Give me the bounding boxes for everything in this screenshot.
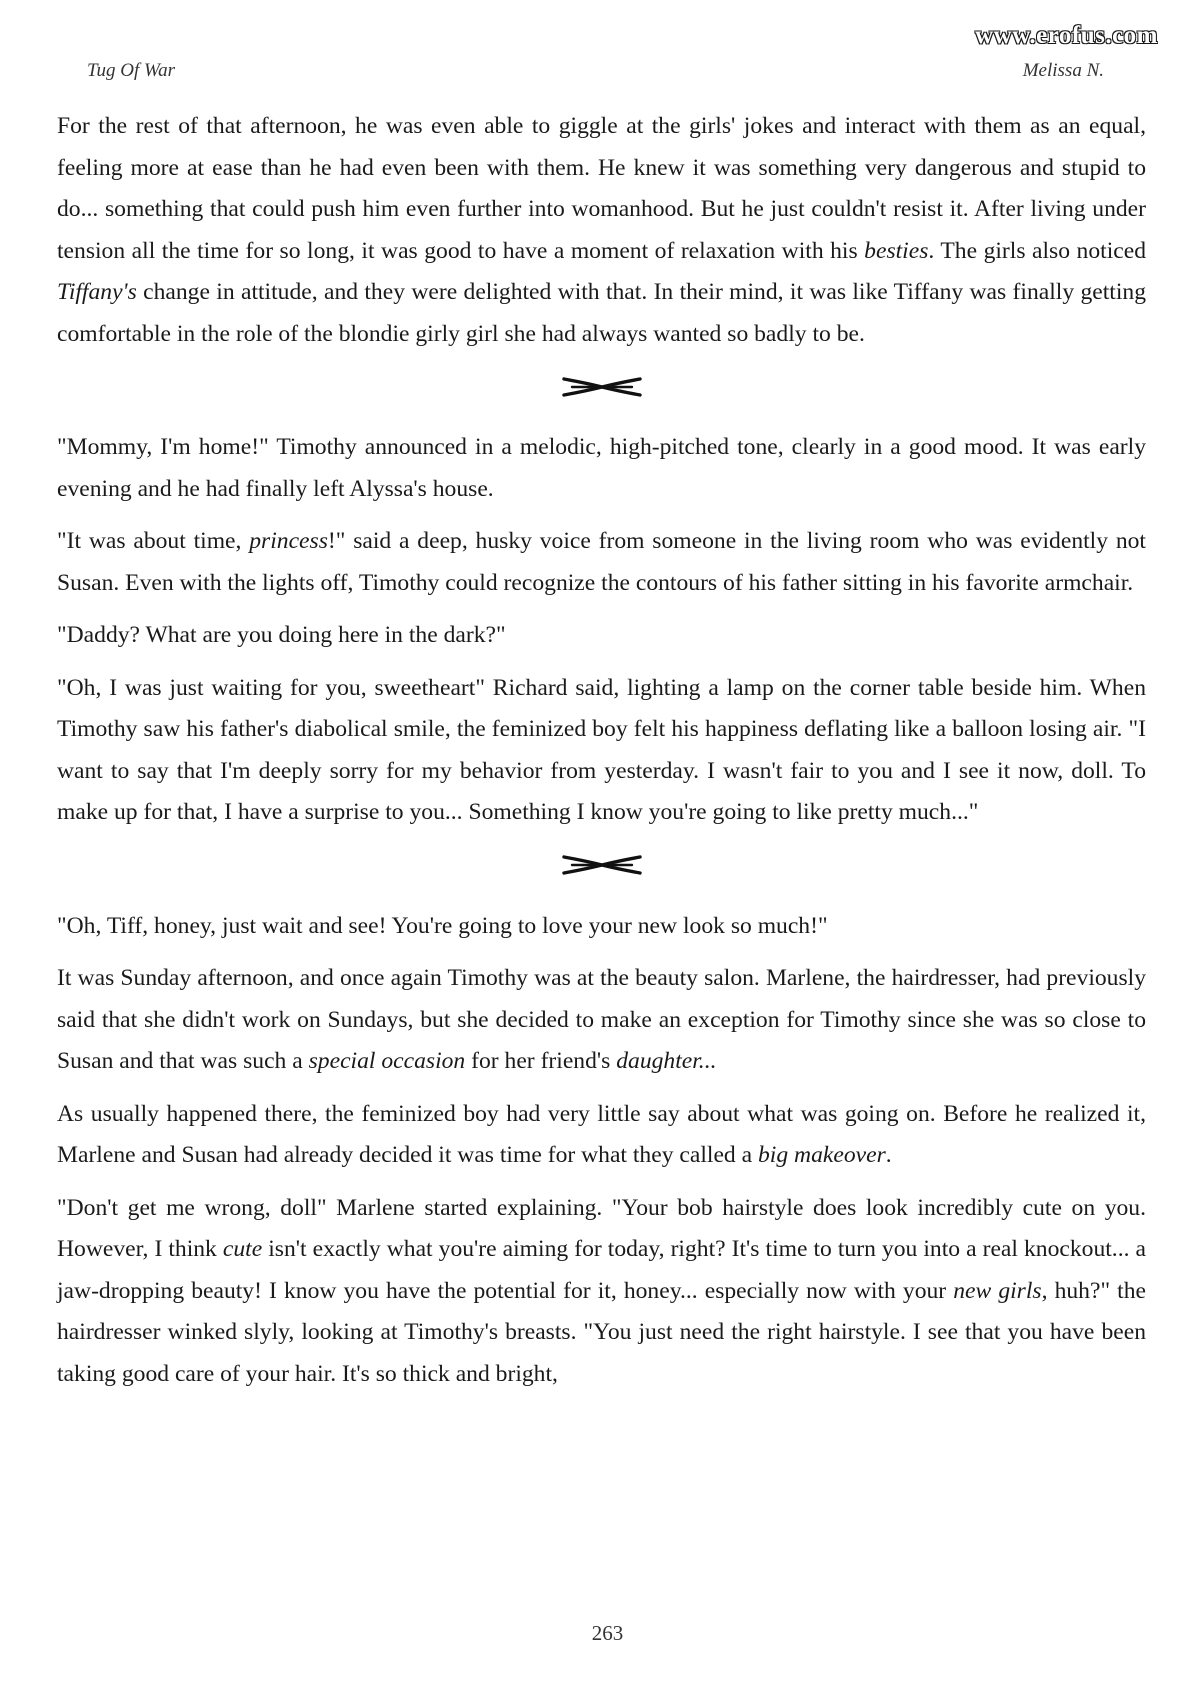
text-run: "Oh, Tiff, honey, just wait and see! You're going to love your new look so much!" [57,912,828,939]
scene-break-ornament-icon [562,375,642,399]
paragraph [57,668,1146,834]
text-run: For the rest of that afternoon, he was even able to giggle at the girls' jokes and interact with them as an equal, feeling more at ease than he had even been with them. He knew it was something very dangerous and stupid to do... something that could push him even further into womanhood. But he just couldn't resist it. After living under tension all the time for so long, it was good to have a moment of relaxation with his [57,113,1146,264]
emphasis-text: Tiffany's [57,279,137,305]
emphasis-text: big makeover [758,1142,886,1168]
text-run: "It was about time, [57,528,250,554]
paragraph [57,427,1146,510]
emphasis-text: princess [249,528,328,554]
text-run: "Daddy? What are you doing here in the dark?" [57,622,506,648]
emphasis-text: new girls [953,1277,1042,1304]
paragraph [57,958,1146,1083]
emphasis-text: special occasion [308,1048,466,1074]
text-run: As usually happened there, the feminized boy had very little say about what was going on. Before he realized it, Marlene and Susan had already decided it was time for what they called a [57,1100,1146,1168]
section-separator [57,366,1146,407]
scene-break-ornament-icon [562,853,642,877]
text-run: for her friend's [465,1048,617,1074]
paragraph [57,1094,1146,1177]
text-run: It was Sunday afternoon, and once again Timothy was at the beauty salon. Marlene, the hairdresser, had previously said that she didn't work on Sundays, but she decided to make an exception for Timothy since she was so close to Susan and that was such a [57,965,1146,1074]
emphasis-text: besties [864,237,929,264]
paragraph [57,106,1146,355]
text-run: "Don't get me wrong, doll" Marlene started explaining. "Your bob hairstyle does look incredibly cute on you. However, I think [57,1194,1146,1262]
emphasis-text: cute [222,1236,263,1262]
paragraph [57,521,1146,604]
paragraph [57,1188,1146,1396]
text-run: isn't exactly what you're aiming for today, right? It's time to turn you into a real knockout... a jaw-dropping beauty! I know you have the potential for it, honey... especially now with your [57,1236,1146,1304]
text-run: !" said a deep, husky voice from someone in the living room who was evidently not Susan. Even with the lights off, Timothy could recognize the contours of his father sitting in his favorite armchair. [57,528,1146,596]
running-head-title: Tug Of War [87,60,175,81]
page-body [57,106,1146,1406]
text-run: "Mommy, I'm home!" Timothy announced in a melodic, high-pitched tone, clearly in a good mood. It was early evening and he had finally left Alyssa's house. [57,434,1146,502]
paragraph [57,615,1146,657]
page-number: 263 [591,1621,624,1645]
text-run: . The girls also noticed [928,237,1146,264]
text-run: . [885,1142,892,1168]
text-run: , huh?" the hairdresser winked slyly, looking at Timothy's breasts. "You just need the right hairstyle. I see that you have been taking good care of your hair. It's so thick and bright, [57,1277,1146,1387]
text-run: "Oh, I was just waiting for you, sweetheart" Richard said, lighting a lamp on the corner table beside him. When Timothy saw his father's diabolical smile, the feminized boy felt his happiness deflating like a balloon losing air. "I want to say that I'm deeply sorry for my behavior from yesterday. I wasn't fair to you and I see it now, doll. To make up for that, I have a surprise to you... Something I know you're going to like pretty much..." [57,674,1146,825]
emphasis-text: daughter... [616,1048,717,1074]
running-head-author: Melissa N. [1022,60,1104,81]
paragraph [57,906,1146,948]
section-separator [57,845,1146,886]
text-run: change in attitude, and they were delighted with that. In their mind, it was like Tiffany was finally getting comfortable in the role of the blondie girly girl she had always wanted so badly to be. [57,279,1146,347]
watermark: www.erofus.com [975,22,1158,49]
